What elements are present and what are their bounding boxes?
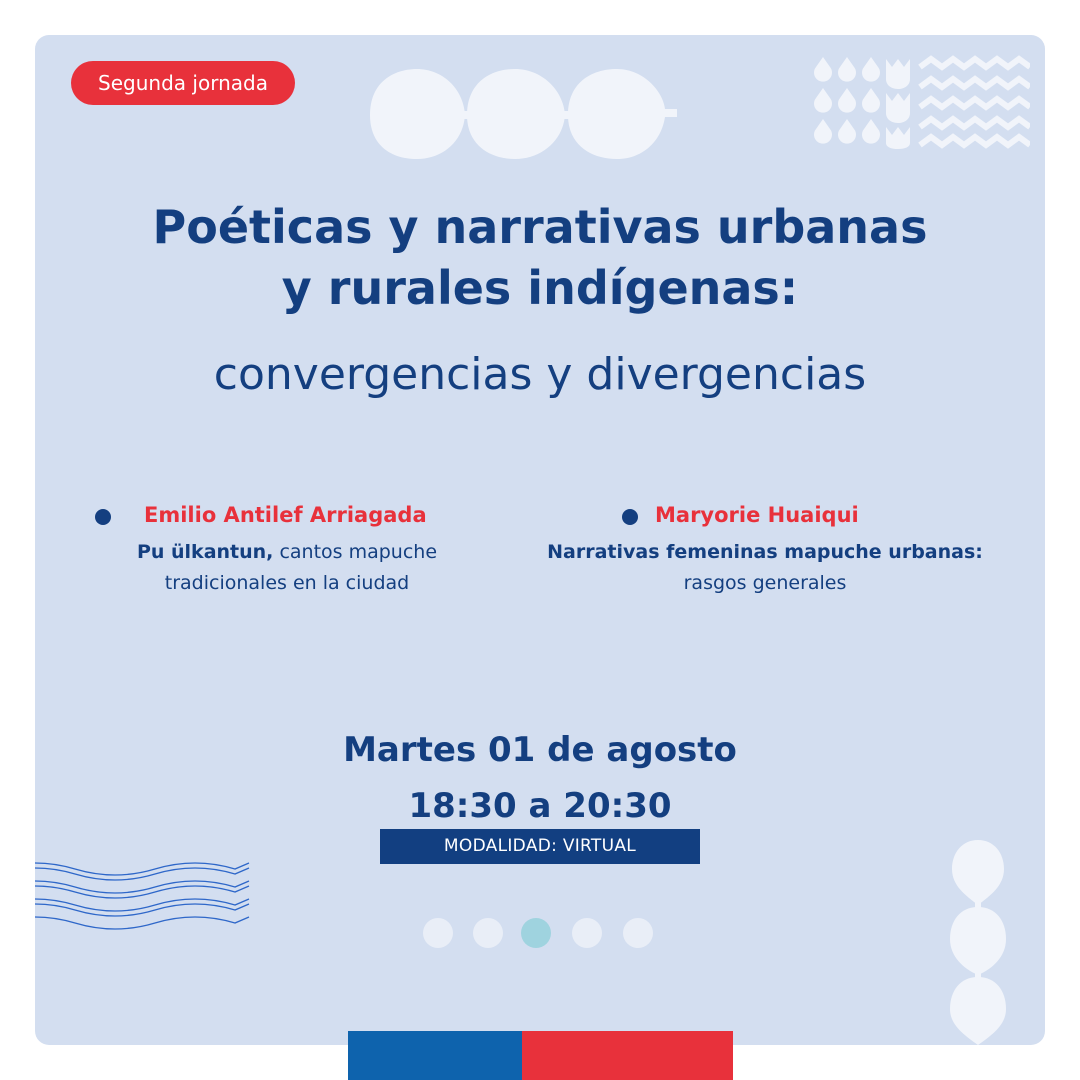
post-card	[35, 35, 1045, 1045]
event-subtitle: convergencias y divergencias	[213, 349, 867, 400]
speaker-name: Emilio Antilef Arriagada	[144, 503, 427, 527]
carousel-dot-2[interactable]	[473, 918, 503, 948]
bullet-icon	[95, 509, 111, 525]
talk-title-line2: rasgos generales	[683, 572, 847, 594]
title-line-1: Poéticas y narrativas urbanas	[152, 200, 928, 254]
talk-title	[540, 537, 990, 599]
event-schedule	[35, 725, 1045, 831]
flag-stripe-blue	[348, 1031, 522, 1080]
wavy-lines-icon	[35, 855, 255, 935]
talk-title-bold: Narrativas femeninas mapuche urbanas:	[547, 541, 983, 563]
leaf-circles-icon	[365, 63, 685, 163]
modality-label: MODALIDAD: VIRTUAL	[380, 829, 700, 864]
talk-title	[127, 537, 447, 599]
event-time: 18:30 a 20:30	[408, 786, 672, 826]
event-date: Martes 01 de agosto	[343, 730, 737, 770]
session-badge: Segunda jornada	[71, 61, 295, 105]
speaker-name: Maryorie Huaiqui	[655, 503, 859, 527]
event-title	[35, 197, 1045, 319]
vertical-drops-icon	[940, 835, 1020, 1045]
carousel-dot-5[interactable]	[623, 918, 653, 948]
bullet-icon	[622, 509, 638, 525]
talk-title-bold: Pu ülkantun,	[136, 541, 274, 563]
carousel-dot-1[interactable]	[423, 918, 453, 948]
flag-stripe-red	[522, 1031, 733, 1080]
title-line-2: y rurales indígenas:	[281, 261, 799, 315]
carousel-dot-4[interactable]	[572, 918, 602, 948]
talk-title-rest: cantos mapuche	[273, 541, 438, 563]
drops-and-waves-icon	[805, 55, 1030, 150]
carousel-dot-3[interactable]	[521, 918, 551, 948]
talk-title-line2: tradicionales en la ciudad	[164, 572, 410, 594]
